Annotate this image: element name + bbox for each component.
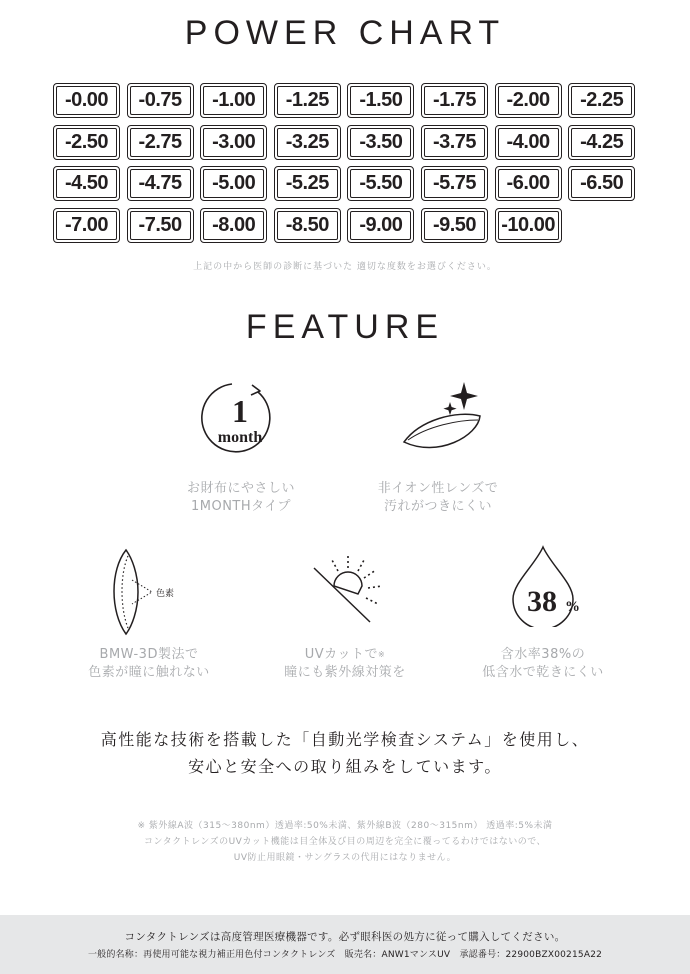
feature-caption-line: 汚れがつきにくい (383, 499, 492, 514)
one-month-word: month (217, 429, 263, 446)
feature-caption-line: 瞳にも紫外線対策を (284, 665, 406, 680)
technology-statement-line: 安心と安全への取り組みをしています。 (188, 757, 502, 776)
feature-caption-line: 低含水で乾きにくい (482, 665, 604, 680)
pigment-label: 色素 (156, 589, 175, 599)
power-value-chip: -9.00 (347, 208, 414, 243)
power-value-chip: -8.00 (200, 208, 267, 243)
power-value-chip: -1.25 (274, 83, 341, 118)
one-month-number: 1 (232, 393, 248, 429)
water-content-number: 38 (527, 585, 557, 618)
power-value-chip: -4.25 (568, 125, 635, 160)
uv-footnote-line: UV防止用眼鏡・サングラスの代用にはなりません。 (233, 853, 457, 863)
uv-cut-icon (312, 552, 384, 624)
feature-caption-bmw3d (74, 646, 224, 682)
power-value-chip: -0.75 (127, 83, 194, 118)
feature-caption-line: BMW-3D製法で (99, 647, 199, 662)
power-value-chip: -5.75 (421, 166, 488, 201)
power-chart-note: 上記の中から医師の診断に基づいた 適切な度数をお選びください。 (193, 262, 497, 272)
power-value-chip: -3.50 (347, 125, 414, 160)
water-content-sign: % (565, 599, 580, 615)
power-value-chip: -5.50 (347, 166, 414, 201)
power-value-chip: -3.25 (274, 125, 341, 160)
footnote-mark: ※ (378, 650, 386, 659)
power-value-chip: -1.00 (200, 83, 267, 118)
footer-product-info: 一般的名称：再使用可能な視力補正用色付コンタクトレンズ 販売名：ANW1マンスUV 承認番号：22900BZX00215A22 (87, 950, 603, 960)
feature-caption-line: お財布にやさしい (186, 481, 295, 496)
power-value-chip: -6.50 (568, 166, 635, 201)
one-month-icon (196, 376, 280, 466)
feature-caption-line: 含水率38%の (500, 647, 586, 662)
power-value-chip: -4.50 (53, 166, 120, 201)
power-value-chip: -1.75 (421, 83, 488, 118)
feature-caption-uvcut (270, 646, 420, 682)
feature-title: FEATURE (245, 308, 445, 346)
feature-caption-line: 非イオン性レンズで (377, 481, 499, 496)
water-drop-icon (505, 545, 593, 627)
power-value-chip: -2.50 (53, 125, 120, 160)
power-value-chip: -3.00 (200, 125, 267, 160)
power-value-chip: -3.75 (421, 125, 488, 160)
regulatory-footer (0, 915, 690, 974)
feature-caption-line: 1MONTHタイプ (190, 499, 291, 514)
power-value-chip: -4.00 (495, 125, 562, 160)
feature-caption-text: UVカットで (304, 647, 379, 662)
uv-footnote-line: コンタクトレンズのUVカット機能は目全体及び目の周辺を完全に覆ってるわけではないので、 (143, 837, 547, 847)
power-value-chip: -2.75 (127, 125, 194, 160)
technology-statement (0, 726, 690, 780)
uv-footnote (0, 818, 690, 866)
footer-warning: コンタクトレンズは高度管理医療機器です。必ず眼科医の処方に従って購入してください。 (124, 931, 566, 943)
feature-caption-line: 色素が瞳に触れない (88, 665, 210, 680)
power-value-chip: -5.00 (200, 166, 267, 201)
power-value-chip: -7.50 (127, 208, 194, 243)
power-value-chip: -10.00 (495, 208, 562, 243)
feature-caption-nonionic (363, 480, 513, 516)
power-value-chip: -7.00 (53, 208, 120, 243)
power-value-chip: -0.00 (53, 83, 120, 118)
power-value-chip: -2.00 (495, 83, 562, 118)
lens-sparkle-icon (398, 380, 486, 460)
power-chart-title: POWER CHART (184, 14, 506, 52)
power-value-chip: -9.50 (421, 208, 488, 243)
power-value-chip: -5.25 (274, 166, 341, 201)
technology-statement-line: 高性能な技術を搭載した「自動光学検査システム」を使用し、 (100, 730, 590, 749)
uv-footnote-line: ※ 紫外線A波（315〜380nm）透過率:50%未満、紫外線B波（280〜315nm） 透過率:5%未満 (137, 821, 553, 831)
power-value-chip: -4.75 (127, 166, 194, 201)
power-value-chip: -2.25 (568, 83, 635, 118)
power-value-chip: -6.00 (495, 166, 562, 201)
power-value-chip: -8.50 (274, 208, 341, 243)
feature-caption-water (468, 646, 618, 682)
feature-caption-line (270, 646, 420, 664)
feature-caption-1month (166, 480, 316, 516)
power-value-chip: -1.50 (347, 83, 414, 118)
lens-pigment-icon (108, 546, 200, 638)
